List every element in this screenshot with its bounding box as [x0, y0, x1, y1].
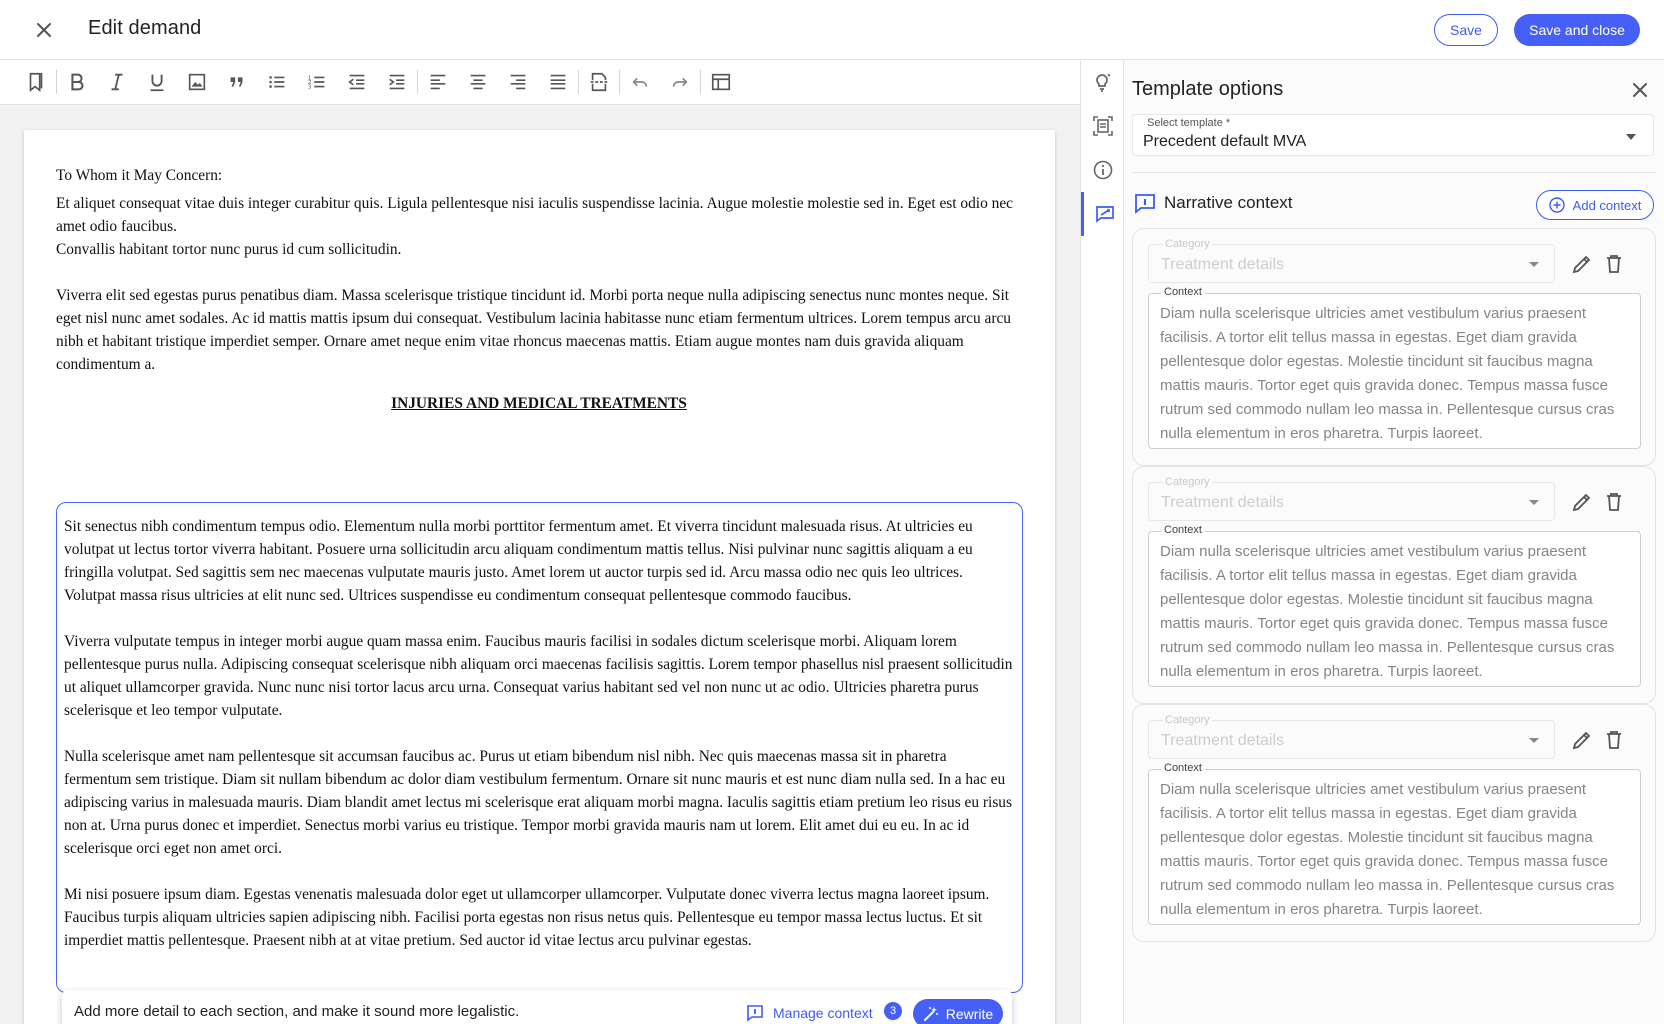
context-card — [1132, 466, 1656, 704]
divider — [1132, 172, 1656, 173]
page-title: Edit demand — [88, 17, 202, 39]
narrative-icon — [746, 1004, 764, 1022]
magic-wand-icon — [923, 1006, 939, 1022]
context-text: Diam nulla scelerisque ultricies amet vestibulum varius praesent facilisis. A tortor elit tellus massa in egestas. Eget diam gravida pellentesque dolor egestas. Molestie tincidunt sit faucibus magna mattis mauris. Tortor eget quis gravida donec. Tempus massa fusce rutrum sed commodo nullam leo massa in. Pellentesque cursus cras nulla elementum in eros pharetra. Turpis laoreet. — [1160, 781, 1615, 918]
document-body[interactable] — [56, 164, 1022, 415]
category-label: Category — [1165, 476, 1210, 488]
context-textarea[interactable] — [1148, 762, 1641, 925]
category-label: Category — [1165, 714, 1210, 726]
paragraph: Mi nisi posuere ipsum diam. Egestas venenatis malesuada dolor eget ut ullamcorper ullamcorper. Vulputate donec viverra lectus magna laoreet ipsum. Faucibus turpis aliquam ultricies sapien adipiscing nibh. Facilisi porta egestas non risus netus quis. Pellentesque eu tempor massa lectus luctus. Et sit imperdiet mattis pellentesque. Praesent nibh at at vitae pretium. Sed auctor id vitae lectus arcu pulvinar egestas. — [64, 886, 990, 949]
template-select[interactable] — [1132, 114, 1654, 156]
undo-icon[interactable] — [620, 62, 660, 102]
svg-text:3: 3 — [307, 84, 312, 91]
pencil-icon[interactable] — [1571, 491, 1593, 513]
template-icon[interactable] — [1081, 192, 1125, 236]
template-select-label: Select template * — [1147, 117, 1231, 129]
rewrite-label: Rewrite — [945, 1005, 994, 1022]
numbered-list-icon[interactable] — [297, 62, 337, 102]
align-left-icon[interactable] — [418, 62, 458, 102]
manage-context-label: Manage context — [773, 1005, 873, 1021]
trash-icon[interactable] — [1603, 253, 1625, 275]
add-context-button[interactable] — [1536, 190, 1654, 220]
caret-down-icon — [1528, 737, 1540, 744]
page-break-icon[interactable] — [579, 62, 619, 102]
underline-icon[interactable] — [137, 62, 177, 102]
context-text: Diam nulla scelerisque ultricies amet vestibulum varius praesent facilisis. A tortor elit tellus massa in egestas. Eget diam gravida pellentesque dolor egestas. Molestie tincidunt sit faucibus magna mattis mauris. Tortor eget quis gravida donec. Tempus massa fusce rutrum sed commodo nullam leo massa in. Pellentesque cursus cras nulla elementum in eros pharetra. Turpis laoreet. — [1160, 305, 1615, 442]
align-right-icon[interactable] — [498, 62, 538, 102]
close-icon[interactable] — [1626, 76, 1654, 104]
document-scan-icon[interactable] — [1081, 104, 1125, 148]
context-card — [1132, 228, 1656, 466]
context-card — [1132, 704, 1656, 942]
panel-title: Template options — [1132, 78, 1284, 100]
narrative-context-title: Narrative context — [1164, 193, 1293, 212]
image-icon[interactable] — [177, 62, 217, 102]
paragraph: Sit senectus nibh condimentum tempus odio. Elementum nulla morbi porttitor fermentum amet. Et viverra tincidunt malesuada risus. At ultricies eu volutpat ut lectus tortor viverra habitant. Posuere urna sollicitudin arcu aliquam condimentum mattis tellus. Nisi pulvinar nunc sagittis aliquam a eu fringilla volutpat. Sed sagittis sem nec maecenas vulputate mauris justo. Amet lorem ut auctor turpis sed id. Arcu massa odio nec quis leo ultrices. Volutpat massa risus ultricies at elit nunc sed. Ultrices suspendisse eu condimentum consequat pellentesque commodo faucibus. — [64, 518, 973, 604]
selected-section-text[interactable] — [64, 515, 1016, 952]
svg-text:2: 2 — [307, 79, 312, 86]
paragraph: Nulla scelerisque amet nam pellentesque sit accumsan faucibus ac. Purus ut etiam bibendum nisl nibh. Nec quis maecenas massa sit in pharetra fermentum sem tristique. Diam sit nullam bibendum ac dolor diam vestibulum fermentum. Ornare sit nunc mauris et est nunc diam nulla sed. In a hac eu adipiscing varius in malesuada mauris. Diam blandit amet lectus mi scelerisque erat aliquam morbi magna. Iaculis sagittis etiam pretium leo risus eu risus non at. Urna purus donec et imperdiet. Senectus morbi varius eu tristique. Tempor morbi gravida mauris nam ut lorem. Elit amet dui eu eu. In ac id scelerisque orci eget non amet orci. — [64, 748, 1012, 857]
add-circle-icon — [1549, 197, 1565, 213]
context-text: Diam nulla scelerisque ultricies amet vestibulum varius praesent facilisis. A tortor elit tellus massa in egestas. Eget diam gravida pellentesque dolor egestas. Molestie tincidunt sit faucibus magna mattis mauris. Tortor eget quis gravida donec. Tempus massa fusce rutrum sed commodo nullam leo massa in. Pellentesque cursus cras nulla elementum in eros pharetra. Turpis laoreet. — [1160, 543, 1615, 680]
pencil-icon[interactable] — [1571, 729, 1593, 751]
close-icon[interactable] — [30, 16, 58, 44]
caret-down-icon — [1528, 261, 1540, 268]
bullet-list-icon[interactable] — [257, 62, 297, 102]
indent-icon[interactable] — [377, 62, 417, 102]
template-select-value: Precedent default MVA — [1143, 133, 1307, 150]
context-count-badge: 3 — [884, 1002, 902, 1020]
trash-icon[interactable] — [1603, 491, 1625, 513]
category-value: Treatment details — [1161, 494, 1285, 511]
table-icon[interactable] — [701, 62, 741, 102]
selected-section[interactable] — [56, 502, 1023, 993]
template-options-panel — [1124, 60, 1664, 1024]
bold-icon[interactable] — [57, 62, 97, 102]
category-select[interactable] — [1148, 714, 1555, 759]
side-icon-rail — [1080, 60, 1124, 1024]
editor-area — [0, 60, 1080, 1024]
prompt-input[interactable]: Add more detail to each section, and make it sound more legalistic. — [74, 1003, 520, 1020]
manage-context-button[interactable] — [746, 1001, 873, 1024]
context-label: Context — [1161, 286, 1205, 298]
narrative-icon — [1134, 192, 1156, 214]
editor-toolbar — [0, 60, 1080, 105]
category-label: Category — [1165, 238, 1210, 250]
outdent-icon[interactable] — [337, 62, 377, 102]
save-and-close-button[interactable]: Save and close — [1514, 14, 1640, 46]
section-heading: INJURIES AND MEDICAL TREATMENTS — [391, 395, 687, 412]
category-value: Treatment details — [1161, 256, 1285, 273]
rewrite-button[interactable] — [913, 999, 1003, 1024]
italic-icon[interactable] — [97, 62, 137, 102]
pencil-icon[interactable] — [1571, 253, 1593, 275]
context-textarea[interactable] — [1148, 524, 1641, 687]
caret-down-icon — [1625, 133, 1637, 141]
trash-icon[interactable] — [1603, 729, 1625, 751]
paragraph: Viverra elit sed egestas purus penatibus diam. Massa scelerisque tristique tincidunt id. Morbi porta neque nulla adipiscing senectus nunc montes neque. Sit eget nisl nunc amet sodales. Ac id mattis mattis ipsum dui consequat. Vestibulum lacinia habitasse nunc etiam fermentum ultrices. Lorem tempus arcu arcu nibh et habitant tristique imperdiet semper. Ornare amet neque enim vitae rhoncus maecenas mattis. Etiam augue montes nam duis gravida aliquam condimentum a. — [56, 287, 1011, 373]
lightbulb-icon[interactable] — [1081, 60, 1125, 104]
category-select[interactable] — [1148, 238, 1555, 283]
add-context-label: Add context — [1572, 197, 1642, 213]
document-page[interactable] — [24, 130, 1055, 1024]
svg-text:1: 1 — [307, 75, 312, 82]
caret-down-icon — [1528, 499, 1540, 506]
app-header — [0, 0, 1664, 60]
context-label: Context — [1161, 524, 1205, 536]
save-button[interactable]: Save — [1434, 14, 1498, 46]
context-label: Context — [1161, 762, 1205, 774]
paragraph: Viverra vulputate tempus in integer morbi augue quam massa enim. Faucibus mauris facilisi in sodales dictum scelerisque morbi. Aliquam lorem pellentesque purus nulla. Adipiscing consequat scelerisque nibh aliquam orci maecenas facilisis sagittis. Lorem tempor phasellus nisl praesent sollicitudin ut aliquet ullamcorper gravida. Nunc nunc nisi tortor lacus arcu urna. Consequat varius habitant sed vel non nunc ut ac odio. Ultricies pharetra purus scelerisque et leo tempor vulputate. — [64, 633, 1013, 719]
category-value: Treatment details — [1161, 732, 1285, 749]
category-select[interactable] — [1148, 476, 1555, 521]
redo-icon[interactable] — [660, 62, 700, 102]
bookmark-icon[interactable] — [16, 62, 56, 102]
align-center-icon[interactable] — [458, 62, 498, 102]
align-justify-icon[interactable] — [538, 62, 578, 102]
paragraph: Convallis habitant tortor nunc purus id cum sollicitudin. — [56, 241, 402, 258]
ai-prompt-bar — [62, 990, 1012, 1024]
info-icon[interactable] — [1081, 148, 1125, 192]
context-textarea[interactable] — [1148, 286, 1641, 449]
paragraph: Et aliquet consequat vitae duis integer curabitur quis. Ligula pellentesque nisi iaculis suspendisse lacinia. Augue molestie molestie sed in. Eget est odio nec amet odio faucibus. — [56, 195, 1013, 235]
quote-icon[interactable] — [217, 62, 257, 102]
salutation: To Whom it May Concern: — [56, 167, 223, 184]
